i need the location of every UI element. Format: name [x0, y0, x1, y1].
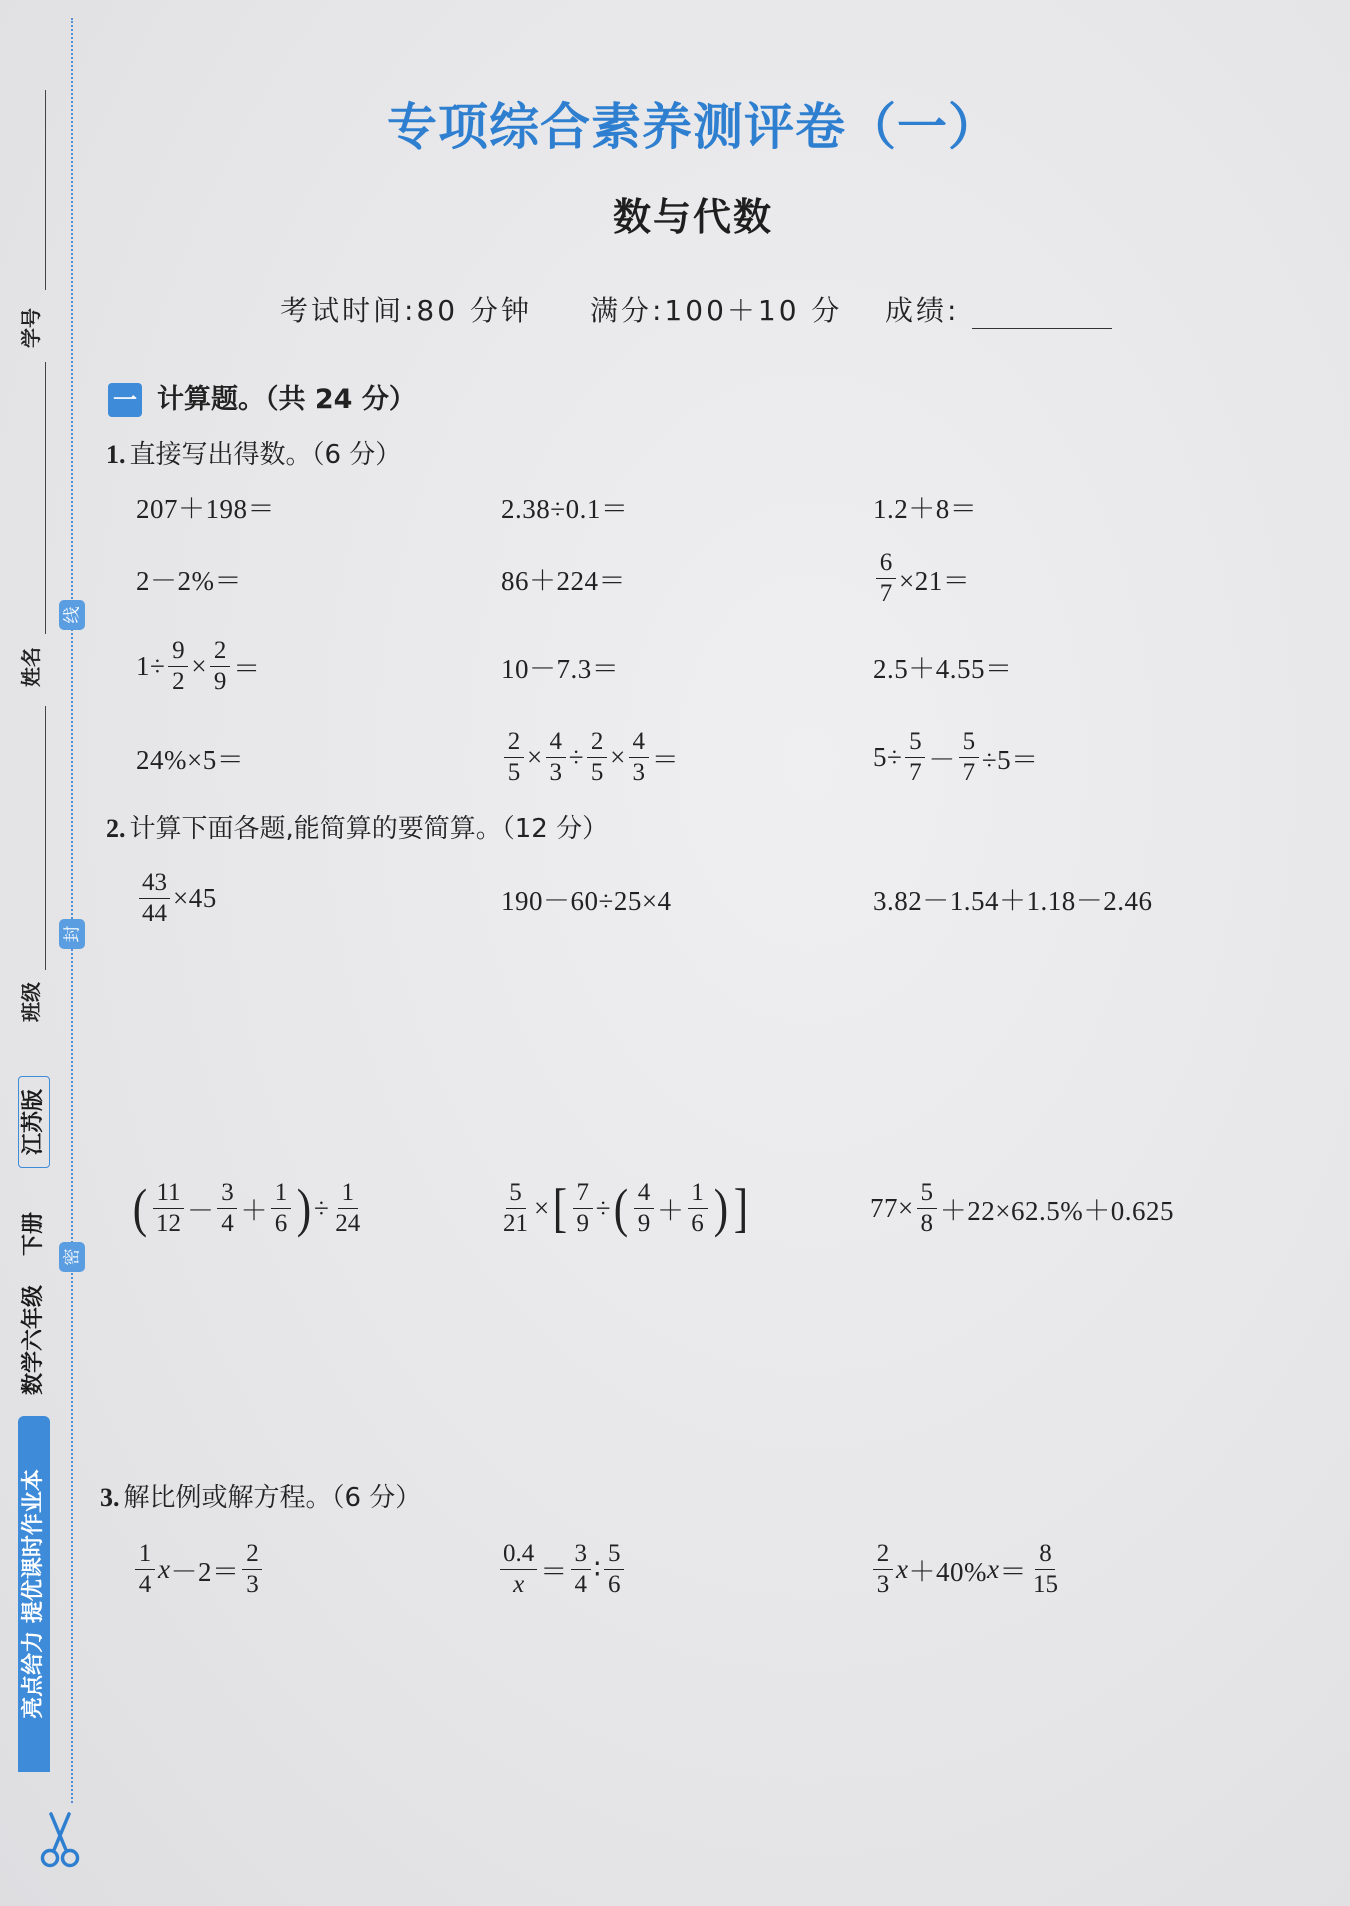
q3-item — [497, 1529, 627, 1609]
q2-item — [130, 1168, 366, 1248]
fraction — [917, 1178, 937, 1239]
math-text: ÷ — [568, 741, 585, 772]
bracket: ( — [132, 1178, 148, 1238]
fraction-denominator: 15 — [1032, 1570, 1058, 1598]
fraction — [546, 727, 566, 788]
fraction — [242, 1539, 262, 1600]
math-text: ×45 — [173, 882, 217, 913]
spine-volume: 下册 — [21, 1212, 46, 1257]
math-text: ×21＝ — [899, 565, 971, 596]
fraction — [504, 727, 524, 788]
q2-item — [501, 858, 672, 938]
variable: x — [896, 1553, 909, 1584]
fraction — [217, 1178, 237, 1239]
math-text: － — [928, 744, 956, 775]
fraction-numerator: 4 — [634, 1178, 654, 1209]
page-title: 专项综合素养测评卷（一） — [387, 98, 999, 156]
math-text: ÷ — [313, 1192, 330, 1223]
math-text: ＋22×62.5%＋0.625 — [939, 1195, 1174, 1226]
math-text: 190－60÷25×4 — [501, 885, 672, 916]
math-text: 86＋224＝ — [501, 565, 626, 596]
question-prompt: 计算下面各题,能简算的要简算。（12 分） — [129, 814, 609, 844]
fraction-denominator: 12 — [155, 1209, 181, 1237]
variable: x — [986, 1553, 1000, 1584]
student-id-write-line — [45, 90, 46, 290]
math-text: × — [534, 1192, 550, 1223]
q1-item — [873, 626, 1013, 706]
q1-item — [501, 717, 679, 797]
math-text: ＝ — [540, 1556, 568, 1587]
fraction-numerator: 0.4 — [500, 1539, 537, 1570]
math-text: × — [191, 650, 208, 681]
bracket: ) — [713, 1178, 728, 1238]
fraction-numerator: 3 — [217, 1178, 237, 1209]
fraction-numerator: 8 — [1035, 1539, 1055, 1570]
fraction — [573, 1178, 593, 1239]
bracket: ] — [733, 1178, 748, 1238]
math-text: 1.2＋8＝ — [873, 493, 978, 524]
fraction-denominator: 5 — [507, 758, 521, 786]
math-text: 5÷ — [873, 741, 903, 772]
page-subtitle: 数与代数 — [612, 195, 773, 239]
math-text: ÷ — [595, 1192, 612, 1223]
seal-mark-secret — [59, 1242, 85, 1272]
math-text: ＝ — [651, 744, 680, 775]
math-text: 77× — [870, 1192, 914, 1223]
fraction-numerator: 2 — [242, 1539, 262, 1570]
question-number: 1. — [106, 440, 126, 469]
fraction-denominator: 6 — [691, 1209, 704, 1237]
fraction-denominator: 9 — [637, 1209, 651, 1237]
math-text: 24%×5＝ — [136, 744, 245, 775]
fraction — [168, 636, 188, 697]
fraction — [634, 1178, 654, 1239]
class-write-line — [45, 706, 46, 970]
math-text: 2.38÷0.1＝ — [501, 493, 629, 524]
fraction-numerator: 3 — [571, 1539, 591, 1570]
spine-band — [18, 1061, 50, 1772]
fraction — [210, 636, 230, 697]
q1-item — [136, 717, 244, 797]
q2-item — [873, 858, 1153, 938]
fraction — [571, 1539, 591, 1600]
seal-mark-text: 封 — [62, 925, 82, 943]
q1-row-1 — [0, 466, 1350, 546]
q1-row-4 — [0, 717, 1350, 797]
name-write-line — [45, 362, 46, 634]
fraction — [876, 548, 896, 609]
full-score: 满分:100＋10 分 — [590, 294, 843, 327]
q1-item — [873, 538, 970, 618]
fraction-denominator: 8 — [920, 1209, 933, 1237]
q3-row-1 — [0, 1529, 1350, 1609]
question-2-label — [106, 810, 608, 848]
fraction — [873, 1539, 893, 1600]
fraction-numerator: 6 — [876, 548, 896, 579]
q2-row-1 — [0, 858, 1350, 938]
fraction-denominator: 3 — [632, 758, 646, 786]
fraction-numerator: 1 — [271, 1178, 291, 1209]
math-text: ＋40% — [908, 1556, 987, 1587]
fraction-numerator: 2 — [587, 727, 607, 758]
q2-item — [136, 858, 217, 938]
math-text: ＋ — [240, 1195, 268, 1226]
fraction — [332, 1178, 363, 1239]
fraction-numerator: 5 — [604, 1539, 624, 1570]
q2-item — [497, 1168, 751, 1248]
fraction-denominator: 4 — [221, 1209, 234, 1237]
question-prompt: 解比例或解方程。（6 分） — [123, 1483, 422, 1513]
name-label: 姓名 — [19, 647, 43, 687]
math-text: －2＝ — [170, 1556, 240, 1587]
q1-item — [136, 466, 275, 546]
spine-edition: 江苏版 — [18, 1076, 50, 1168]
spine-subject: 数学六年级 — [21, 1285, 46, 1396]
fraction-numerator: 1 — [338, 1178, 358, 1209]
fraction-denominator: 3 — [549, 758, 562, 786]
question-3-label — [100, 1479, 421, 1517]
fraction-denominator: 3 — [246, 1570, 259, 1598]
math-text: ∶ — [593, 1553, 602, 1584]
fraction-numerator: 1 — [688, 1178, 708, 1209]
fraction-numerator: 2 — [504, 727, 524, 758]
fraction-denominator: 4 — [574, 1570, 587, 1598]
math-text: ＝ — [999, 1556, 1027, 1587]
q1-item — [873, 466, 977, 546]
q1-item — [501, 466, 628, 546]
fraction — [688, 1178, 708, 1239]
fraction-numerator: 43 — [139, 868, 170, 899]
math-text: 1÷ — [136, 650, 166, 681]
bracket: [ — [552, 1178, 567, 1238]
fraction — [500, 1539, 537, 1600]
fraction-numerator: 5 — [917, 1178, 937, 1209]
fraction — [604, 1539, 624, 1600]
section-number-box: 一 — [108, 383, 142, 417]
fraction — [500, 1178, 531, 1239]
fraction — [135, 1539, 155, 1600]
math-text: － — [186, 1195, 215, 1226]
fraction-denominator: 21 — [503, 1209, 528, 1237]
fraction-numerator: 5 — [905, 727, 925, 758]
q3-item — [132, 1529, 265, 1609]
grade-blank-line — [972, 328, 1112, 329]
bracket: ) — [296, 1178, 312, 1238]
math-text: × — [527, 741, 543, 772]
math-text: 2.5＋4.55＝ — [873, 653, 1013, 684]
fraction-denominator: 24 — [335, 1209, 361, 1237]
fraction-numerator: 7 — [573, 1178, 593, 1209]
spine-brand: 亮点给力 提优课时作业本 — [18, 1416, 50, 1772]
student-id-label: 学号 — [19, 308, 43, 348]
q2-row-2 — [0, 1168, 1350, 1248]
cut-dotted-line — [71, 18, 73, 1803]
q2-item — [870, 1168, 1174, 1248]
scissors-icon — [38, 1810, 82, 1870]
fraction — [959, 727, 979, 788]
section-heading: 计算题。（共 24 分） — [157, 384, 416, 415]
math-text: ÷5＝ — [981, 744, 1039, 775]
math-text: 3.82－1.54＋1.18－2.46 — [873, 885, 1153, 916]
seal-mark-text: 线 — [62, 606, 82, 624]
q1-row-2 — [0, 538, 1350, 618]
fraction-denominator: 7 — [909, 758, 922, 786]
fraction-numerator: 5 — [959, 727, 979, 758]
fraction-denominator: 7 — [962, 758, 976, 786]
fraction-numerator: 2 — [210, 636, 230, 667]
fraction-denominator: 9 — [576, 1209, 589, 1237]
fraction-numerator: 2 — [873, 1539, 893, 1570]
fraction — [629, 727, 649, 788]
math-text: 2－2%＝ — [136, 565, 242, 596]
math-text: ＝ — [233, 653, 261, 684]
fraction-denominator: 7 — [879, 579, 893, 607]
q1-item — [136, 626, 261, 706]
fraction — [905, 727, 925, 788]
fraction-denominator: 44 — [142, 899, 167, 927]
fraction-denominator: 6 — [274, 1209, 288, 1237]
math-text: 207＋198＝ — [136, 493, 275, 524]
fraction-numerator: 5 — [506, 1178, 526, 1209]
fraction-denominator: 5 — [590, 758, 604, 786]
fraction-numerator: 9 — [168, 636, 188, 667]
fraction-denominator: 9 — [213, 667, 227, 695]
seal-mark-text: 密 — [62, 1248, 82, 1266]
variable: x — [158, 1553, 171, 1584]
fraction — [271, 1178, 291, 1239]
bracket: ( — [613, 1178, 629, 1238]
fraction-denominator: 4 — [138, 1570, 152, 1598]
fraction — [1030, 1539, 1061, 1600]
fraction-numerator: 4 — [546, 727, 566, 758]
fraction — [587, 727, 607, 788]
fraction-denominator: 3 — [876, 1570, 890, 1598]
fraction-numerator: 4 — [629, 727, 649, 758]
class-label: 班级 — [19, 982, 43, 1022]
exam-time: 考试时间:80 分钟 — [280, 294, 532, 327]
q1-item — [501, 538, 626, 618]
question-number: 2. — [106, 814, 126, 843]
fraction-numerator: 11 — [153, 1178, 183, 1209]
math-text: × — [610, 741, 626, 772]
question-number: 3. — [100, 1483, 120, 1512]
question-prompt: 直接写出得数。（6 分） — [129, 440, 402, 470]
math-text: 10－7.3＝ — [501, 653, 620, 684]
q1-item — [136, 538, 242, 618]
math-text: ＋ — [657, 1195, 685, 1226]
fraction-denominator: x — [513, 1570, 525, 1598]
fraction — [139, 868, 170, 929]
fraction-denominator: 6 — [608, 1570, 621, 1598]
q1-item — [501, 626, 619, 706]
q1-item — [873, 717, 1039, 797]
q1-row-3 — [0, 626, 1350, 706]
fraction — [153, 1178, 184, 1239]
grade-label: 成绩: — [885, 294, 960, 327]
fraction-numerator: 1 — [135, 1539, 155, 1570]
seal-mark-seal — [59, 919, 85, 949]
q3-item — [870, 1529, 1064, 1609]
fraction-denominator: 2 — [172, 667, 185, 695]
seal-mark-line — [59, 600, 85, 630]
